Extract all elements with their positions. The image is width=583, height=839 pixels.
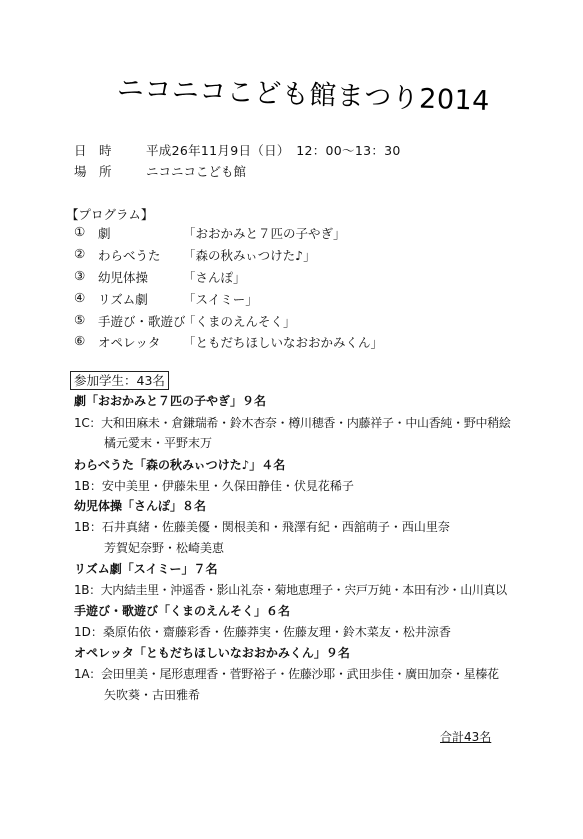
group-member-line: 矢吹葵・古田雅希 (104, 688, 201, 702)
total-count: 合計43名 (440, 730, 492, 744)
program-num: ⑤ (74, 312, 86, 327)
info-place-label: 場 所 (74, 164, 112, 179)
program-title: 「おおかみと７匹の子やぎ」 (183, 226, 346, 241)
program-title: 「さんぽ」 (183, 270, 246, 285)
group-member-line: 1A：会田里美・尾形恵理香・菅野裕子・佐藤沙耶・武田歩佳・廣田加奈・星榛花 (74, 667, 499, 681)
program-type: わらべうた (98, 248, 161, 263)
program-title: 「ともだちほしいなおおかみくん」 (183, 335, 384, 350)
program-header: 【プログラム】 (66, 207, 154, 222)
group-heading: オペレッタ「ともだちほしいなおおかみくん」９名 (74, 646, 350, 660)
program-type: 劇 (98, 226, 111, 241)
group-member-line: 1B：大内結圭里・沖遥香・影山礼奈・菊地恵理子・宍戸万純・本田有沙・山川真以 (74, 583, 507, 597)
participants-header: 参加学生：43名 (70, 371, 169, 390)
info-place-value: ニコニコこども館 (146, 164, 247, 179)
group-heading: わらべうた「森の秋みぃつけた♪」４名 (74, 458, 286, 472)
program-type: 手遊び・歌遊び (98, 314, 186, 329)
program-type: オペレッタ (98, 335, 161, 350)
program-type: リズム劇 (98, 292, 148, 307)
program-num: ⑥ (74, 333, 86, 348)
info-date-label: 日 時 (74, 143, 112, 158)
info-date-value: 平成26年11月9日（日） 12：00〜13：30 (146, 143, 401, 158)
group-heading: 劇「おおかみと７匹の子やぎ」９名 (74, 394, 267, 408)
program-num: ④ (74, 290, 86, 305)
group-member-line: 1C：大和田麻未・倉鎌瑞希・鈴木杏奈・樽川穂香・内藤祥子・中山香純・野中稍絵 (74, 416, 511, 430)
group-member-line: 1B：安中美里・伊藤朱里・久保田静佳・伏見花稀子 (74, 479, 354, 493)
program-type: 幼児体操 (98, 270, 149, 285)
program-num: ② (74, 246, 86, 261)
group-heading: 幼児体操「さんぽ」８名 (74, 499, 207, 513)
group-member-line: 1B：石井真緒・佐藤美優・関根美和・飛澤有紀・西舘萌子・西山里奈 (74, 520, 450, 534)
page-title: ニコニコこども館まつり2014 (116, 73, 491, 118)
group-member-line: 1D：桑原佑依・齋藤彩香・佐藤莽実・佐藤友理・鈴木菜友・松井涼香 (74, 625, 451, 639)
program-num: ③ (74, 268, 86, 283)
group-member-line: 橘元愛末・平野末万 (104, 436, 213, 450)
program-title: 「スイミー」 (183, 292, 258, 307)
group-member-line: 芳賀妃奈野・松崎美恵 (104, 541, 225, 555)
group-heading: リズム劇「スイミー」７名 (74, 562, 218, 576)
program-title: 「森の秋みぃつけた♪」 (183, 248, 316, 263)
group-heading: 手遊び・歌遊び「くまのえんそく」６名 (74, 604, 291, 618)
program-num: ① (74, 224, 86, 239)
program-title: 「くまのえんそく」 (183, 314, 296, 329)
